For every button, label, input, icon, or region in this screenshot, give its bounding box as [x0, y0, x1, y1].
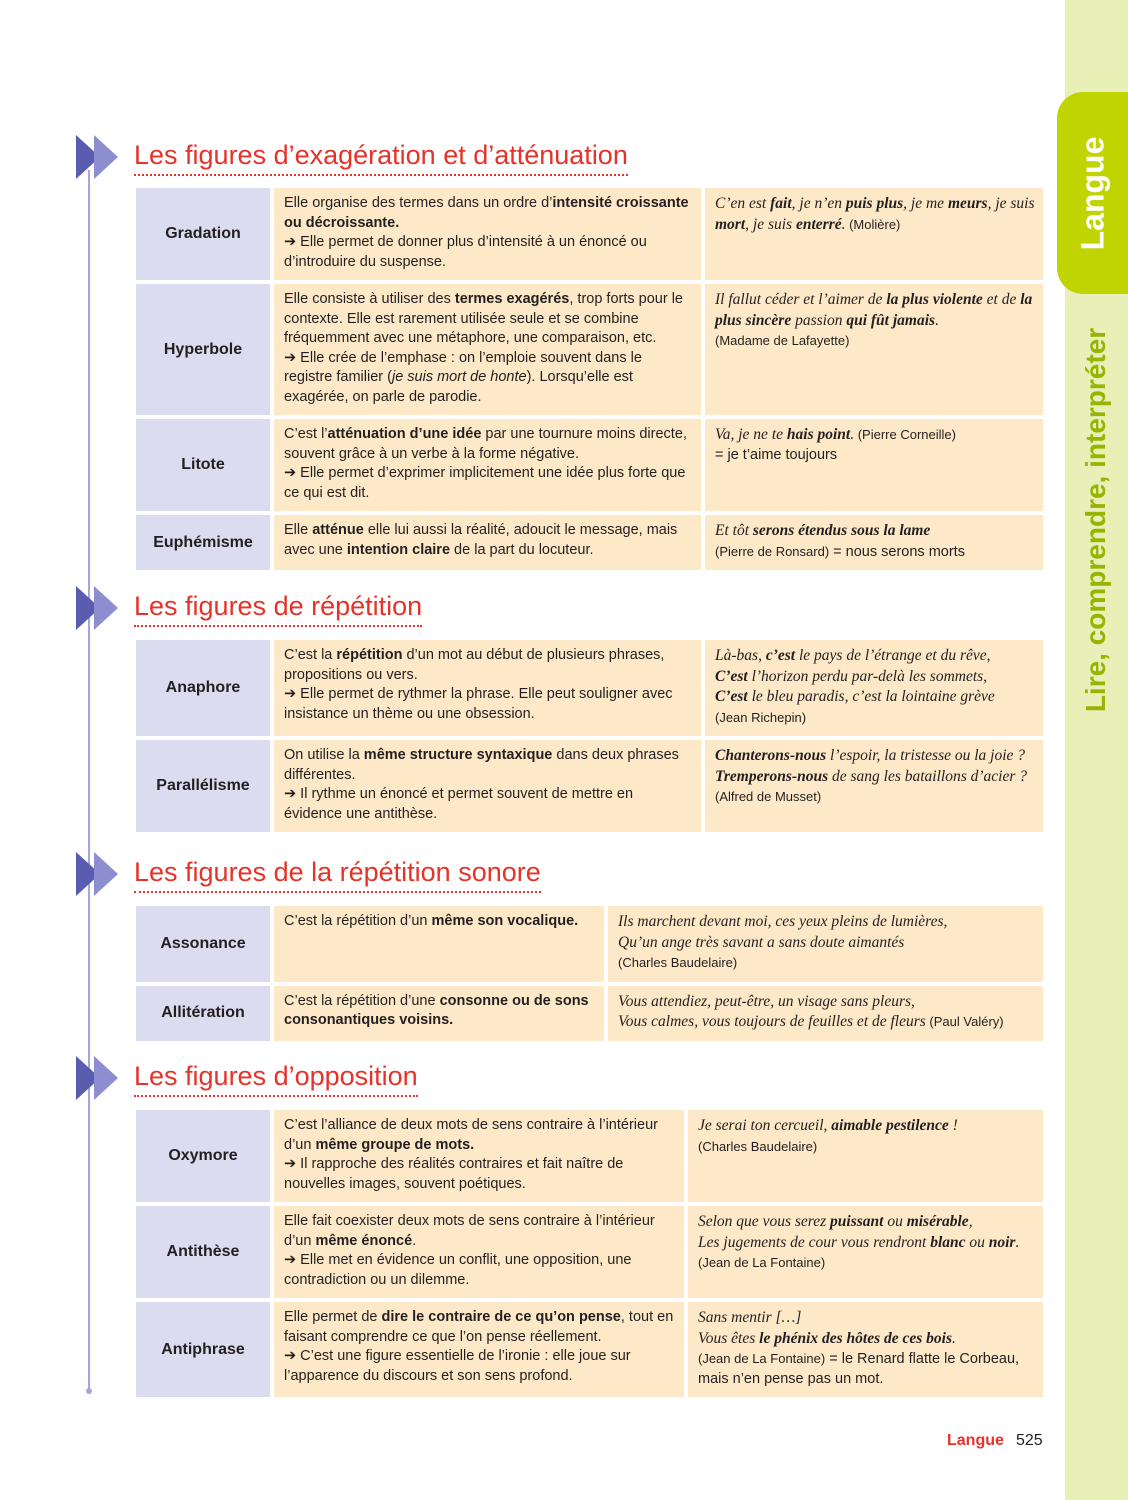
sidebar-tab-label: Langue [1074, 136, 1110, 250]
section-arrow-icon [74, 133, 122, 181]
example-cell: Ils marchent devant moi, ces yeux pleins de lumières, Qu’un ange très savant a sans doute aimantés (Charles Baudelaire) [608, 906, 1043, 982]
page-number: 525 [1016, 1432, 1043, 1449]
figures-table [132, 1106, 1047, 1401]
example-cell: Sans mentir […] Vous êtes le phénix des hôtes de ces bois. (Jean de La Fontaine) = le Renard flatte le Corbeau, mais n’en pense pas un mot. [688, 1302, 1043, 1397]
figures-table [132, 902, 1047, 1045]
table-row [136, 640, 1043, 736]
table-row [136, 1302, 1043, 1397]
term-cell: Antiphrase [136, 1302, 270, 1397]
timeline-line [88, 170, 90, 1392]
term-cell: Allitération [136, 986, 270, 1041]
term-cell: Parallélisme [136, 740, 270, 832]
example-cell: Là-bas, c’est le pays de l’étrange et du rêve, C’est l’horizon perdu par-delà les sommets, C’est le bleu paradis, c’est la lointaine grève (Jean Richepin) [705, 640, 1043, 736]
description-cell: Elle fait coexister deux mots de sens contraire à l’intérieur d’un même énoncé. ➔ Elle met en évidence un conflit, une opposition, une contradiction ou un dilemme. [274, 1206, 684, 1298]
term-cell: Hyperbole [136, 284, 270, 415]
sidebar-chapter-label: Lire, comprendre, interpréter [1080, 327, 1112, 713]
term-cell: Antithèse [136, 1206, 270, 1298]
table-row [136, 188, 1043, 280]
example-cell: Vous attendiez, peut-être, un visage sans pleurs, Vous calmes, vous toujours de feuilles et de fleurs (Paul Valéry) [608, 986, 1043, 1041]
table-row [136, 419, 1043, 511]
figures-table [132, 636, 1047, 836]
section-title: Les figures de la répétition sonore [134, 857, 541, 893]
table-row [136, 1206, 1043, 1298]
description-cell: Elle atténue elle lui aussi la réalité, adoucit le message, mais avec une intention claire de la part du locuteur. [274, 515, 701, 570]
description-cell: Elle permet de dire le contraire de ce qu’on pense, tout en faisant comprendre ce que l’on pense réellement. ➔ C’est une figure essentielle de l’ironie : elle joue sur l’apparence du discours et son sens profond. [274, 1302, 684, 1397]
table-row [136, 906, 1043, 982]
example-cell: Je serai ton cercueil, aimable pestilence ! (Charles Baudelaire) [688, 1110, 1043, 1202]
table-row [136, 1110, 1043, 1202]
description-cell: C’est la répétition d’un mot au début de plusieurs phrases, propositions ou vers. ➔ Elle permet de rythmer la phrase. Elle peut souligner avec insistance un thème ou une obsession. [274, 640, 701, 736]
example-cell: Il fallut céder et l’aimer de la plus violente et de la plus sincère passion qui fût jamais. (Madame de Lafayette) [705, 284, 1043, 415]
section-title: Les figures d’opposition [134, 1061, 418, 1097]
example-cell: Et tôt serons étendus sous la lame (Pierre de Ronsard) = nous serons morts [705, 515, 1043, 570]
term-cell: Litote [136, 419, 270, 511]
description-cell: On utilise la même structure syntaxique dans deux phrases différentes. ➔ Il rythme un énoncé et permet souvent de mettre en évidence une antithèse. [274, 740, 701, 832]
example-cell: Selon que vous serez puissant ou misérable, Les jugements de cour vous rendront blanc ou noir. (Jean de La Fontaine) [688, 1206, 1043, 1298]
footer-section-label: Langue [947, 1432, 1004, 1449]
description-cell: Elle consiste à utiliser des termes exagérés, trop forts pour le contexte. Elle est rarement utilisée seule et se combine fréquemment avec une métaphore, une comparaison, etc. ➔ Elle crée de l’emphase : on l’emploie souvent dans le registre familier (je suis mort de honte). Lorsqu’elle est exagérée, on parle de parodie. [274, 284, 701, 415]
term-cell: Assonance [136, 906, 270, 982]
description-cell: C’est l’atténuation d’une idée par une tournure moins directe, souvent grâce à un verbe à la forme négative. ➔ Elle permet d’exprimer implicitement une idée plus forte que ce qui est dit. [274, 419, 701, 511]
table-row [136, 284, 1043, 415]
sidebar-tab-langue[interactable] [1057, 92, 1128, 294]
example-cell: Va, je ne te hais point. (Pierre Corneille) = je t’aime toujours [705, 419, 1043, 511]
description-cell: C’est l’alliance de deux mots de sens contraire à l’intérieur d’un même groupe de mots. ➔ Il rapproche des réalités contraires et fait naître de nouvelles images, souvent poétiques. [274, 1110, 684, 1202]
example-cell: C’en est fait, je n’en puis plus, je me meurs, je suis mort, je suis enterré. (Molière) [705, 188, 1043, 280]
timeline-end-dot [86, 1388, 92, 1394]
description-cell: C’est la répétition d’un même son vocalique. [274, 906, 604, 982]
sidebar-chapter [1065, 300, 1128, 740]
figures-table [132, 184, 1047, 574]
term-cell: Oxymore [136, 1110, 270, 1202]
section-arrow-icon [74, 850, 122, 898]
term-cell: Gradation [136, 188, 270, 280]
description-cell: Elle organise des termes dans un ordre d’intensité croissante ou décroissante. ➔ Elle permet de donner plus d’intensité à un énoncé ou d’introduire du suspense. [274, 188, 701, 280]
table-row [136, 740, 1043, 832]
table-row [136, 986, 1043, 1041]
section-title: Les figures de répétition [134, 591, 422, 627]
example-cell: Chanterons-nous l’espoir, la tristesse ou la joie ? Tremperons-nous de sang les bataillons d’acier ? (Alfred de Musset) [705, 740, 1043, 832]
section-arrow-icon [74, 1054, 122, 1102]
term-cell: Anaphore [136, 640, 270, 736]
table-row [136, 515, 1043, 570]
section-title: Les figures d’exagération et d’atténuation [134, 140, 628, 176]
description-cell: C’est la répétition d’une consonne ou de sons consonantiques voisins. [274, 986, 604, 1041]
term-cell: Euphémisme [136, 515, 270, 570]
section-arrow-icon [74, 584, 122, 632]
